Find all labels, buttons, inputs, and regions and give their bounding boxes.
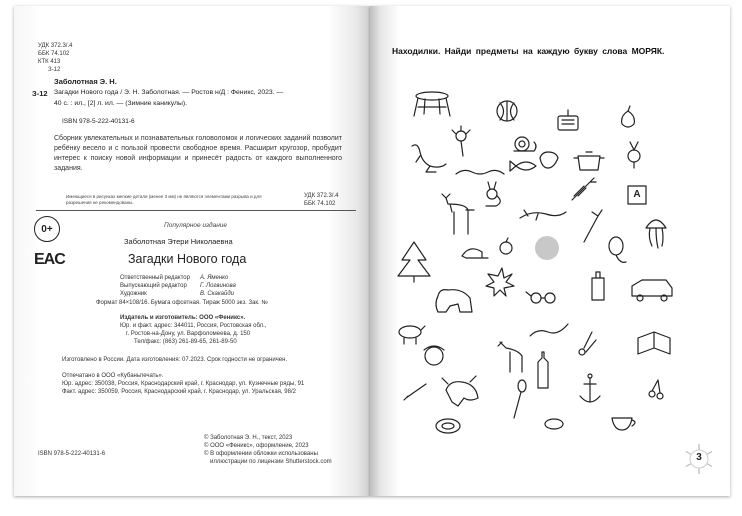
age-rating-badge: 0+ [34,216,60,242]
plate-icon [436,419,460,433]
isbn-bottom: ISBN 978-5-222-40131-6 [38,451,106,457]
teacup-icon [612,418,635,430]
watermelon-icon [497,101,517,121]
fine-print-note: Имеющиеся в рисунках мелкие детали (менее 3 мм) не являются элементами разрыва и для разрешения не рекомендованы. [66,194,262,205]
page-number: 3 [696,452,702,463]
worm-icon [530,324,568,336]
legal-address: Юр. адрес: 350038, Россия, Краснодарский край, г. Краснодар, ул. Кузнечные ряды, 91 [62,381,305,387]
pen-icon [404,384,426,400]
sticker-placeholder-circle [535,236,559,260]
scissors-icon [579,332,596,355]
pot-icon [574,152,604,170]
factual-address: Факт. адрес: 350059, Россия, Краснодарский край, г. Краснодар, ул. Уральская, 98/2 [62,389,296,395]
carrot-icon [572,178,596,200]
fish-icon [510,161,536,171]
yak-icon [442,376,478,406]
copyright-line-4: иллюстрации по лицензии Shutterstock.com [210,459,332,465]
right-page [370,6,730,496]
publisher-line-2: Юр. и факт. адрес: 344011, Россия, Ростовская обл., [120,323,267,329]
bbk-code-2: ББК 74.102 [304,201,336,207]
publisher-line-4: Тел/факс: (863) 261-89-65, 261-89-50 [134,339,237,345]
anchor-icon [580,374,600,402]
bear-icon [436,290,472,312]
udk-code-2: УДК 372.3/.4 [304,193,339,199]
author-full-name: Заболотная Этери Николаевна [124,237,233,246]
ktk-code: КТК 413 [38,59,61,65]
bibliographic-line-1: Загадки Нового года / Э. Н. Заболотная. — Ростов н/Д : Феникс, 2023. — [54,89,284,96]
credit-role-2: Выпускающий редактор [120,283,187,289]
publisher-line-3: г. Ростов-на-Дону, ул. Варфоломеева, д. 150 [126,331,251,337]
eac-mark: EAC [34,251,65,268]
strawberry-icon [540,152,558,168]
balloon-icon [609,237,626,262]
pear-icon [622,106,635,127]
task-instruction: Находилки. Найди предметы на каждую букву слова МОРЯК. [392,46,665,56]
edition-type: Популярное издание [164,222,228,229]
kangaroo-icon [412,145,446,172]
bibliographic-line-2: 40 с. : ил., [2] л. ил. — (Зимние каникулы). [54,100,188,107]
car-icon [632,280,672,301]
cherries-icon [649,380,663,399]
credit-name-3: В. Скакайди [200,291,234,297]
udk-code: УДК 372.3/.4 [38,43,73,49]
author-code: З-12 [32,89,48,98]
sheep-icon [399,326,425,344]
copyright-line-1: © Заболотная Э. Н., текст, 2023 [204,435,293,441]
annotation: Сборник увлекательных и познавательных головоломок и логических заданий позволит ребёнку весело и с пользой провести свободное время. Расширит кругозор, пробудит интерес к поиску новой информации и принесёт радость от каждого выполненного задания. [54,135,342,172]
open-book-icon [638,332,670,354]
left-page [14,6,370,496]
deer-icon [442,194,474,234]
divider [36,210,356,211]
rabbit-icon [486,182,500,206]
cap-icon [462,249,488,258]
fir-tree-icon [398,242,430,282]
bottle-icon [538,352,548,388]
jellyfish-icon [646,220,666,248]
page-number-badge [682,442,716,476]
publisher-line-1: Издатель и изготовитель: ООО «Феникс». [120,315,246,321]
letter-block-label: A [633,189,641,200]
soap-icon [545,419,563,429]
bbk-code: ББК 74.102 [38,51,70,57]
radish-icon [628,142,640,168]
radio-icon [558,110,578,130]
copyright-line-2: © ООО «Феникс», оформление, 2023 [204,443,309,449]
sausages-icon [456,170,504,174]
glasses-icon [526,292,555,303]
lizard-icon [520,210,566,220]
credit-name-1: А. Яменко [200,275,229,281]
made-in: Изготовлено в России. Дата изготовления: 07.2023. Срок годности не ограничен. [62,357,288,363]
credit-role-1: Ответственный редактор [120,275,190,281]
apple-icon [500,238,512,254]
copyright-line-3: © В оформлении обложки использованы [204,451,318,457]
stool-icon [414,92,450,116]
credit-name-2: Г. Логвинова [200,283,236,289]
parsnip-icon [584,210,602,242]
glue-bottle-icon [592,272,604,300]
print-format: Формат 84×108/16. Бумага офсетная. Тираж 5000 экз. Зак. № [96,300,268,306]
flower-icon [452,126,470,156]
spoon-icon [514,380,526,418]
printed-at: Отпечатано в ООО «Кубаньпечать». [62,373,164,379]
author-name: Заболотная Э. Н. [54,77,117,86]
author-code-small: З-12 [48,67,61,73]
horse-icon [498,342,522,372]
book-title: Загадки Нового года [128,252,247,266]
isbn: ISBN 978-5-222-40131-6 [62,118,135,125]
starburst-icon [486,268,514,296]
snail-icon [514,137,536,151]
sailor-icon [424,346,444,365]
credit-role-3: Художник [120,291,147,297]
